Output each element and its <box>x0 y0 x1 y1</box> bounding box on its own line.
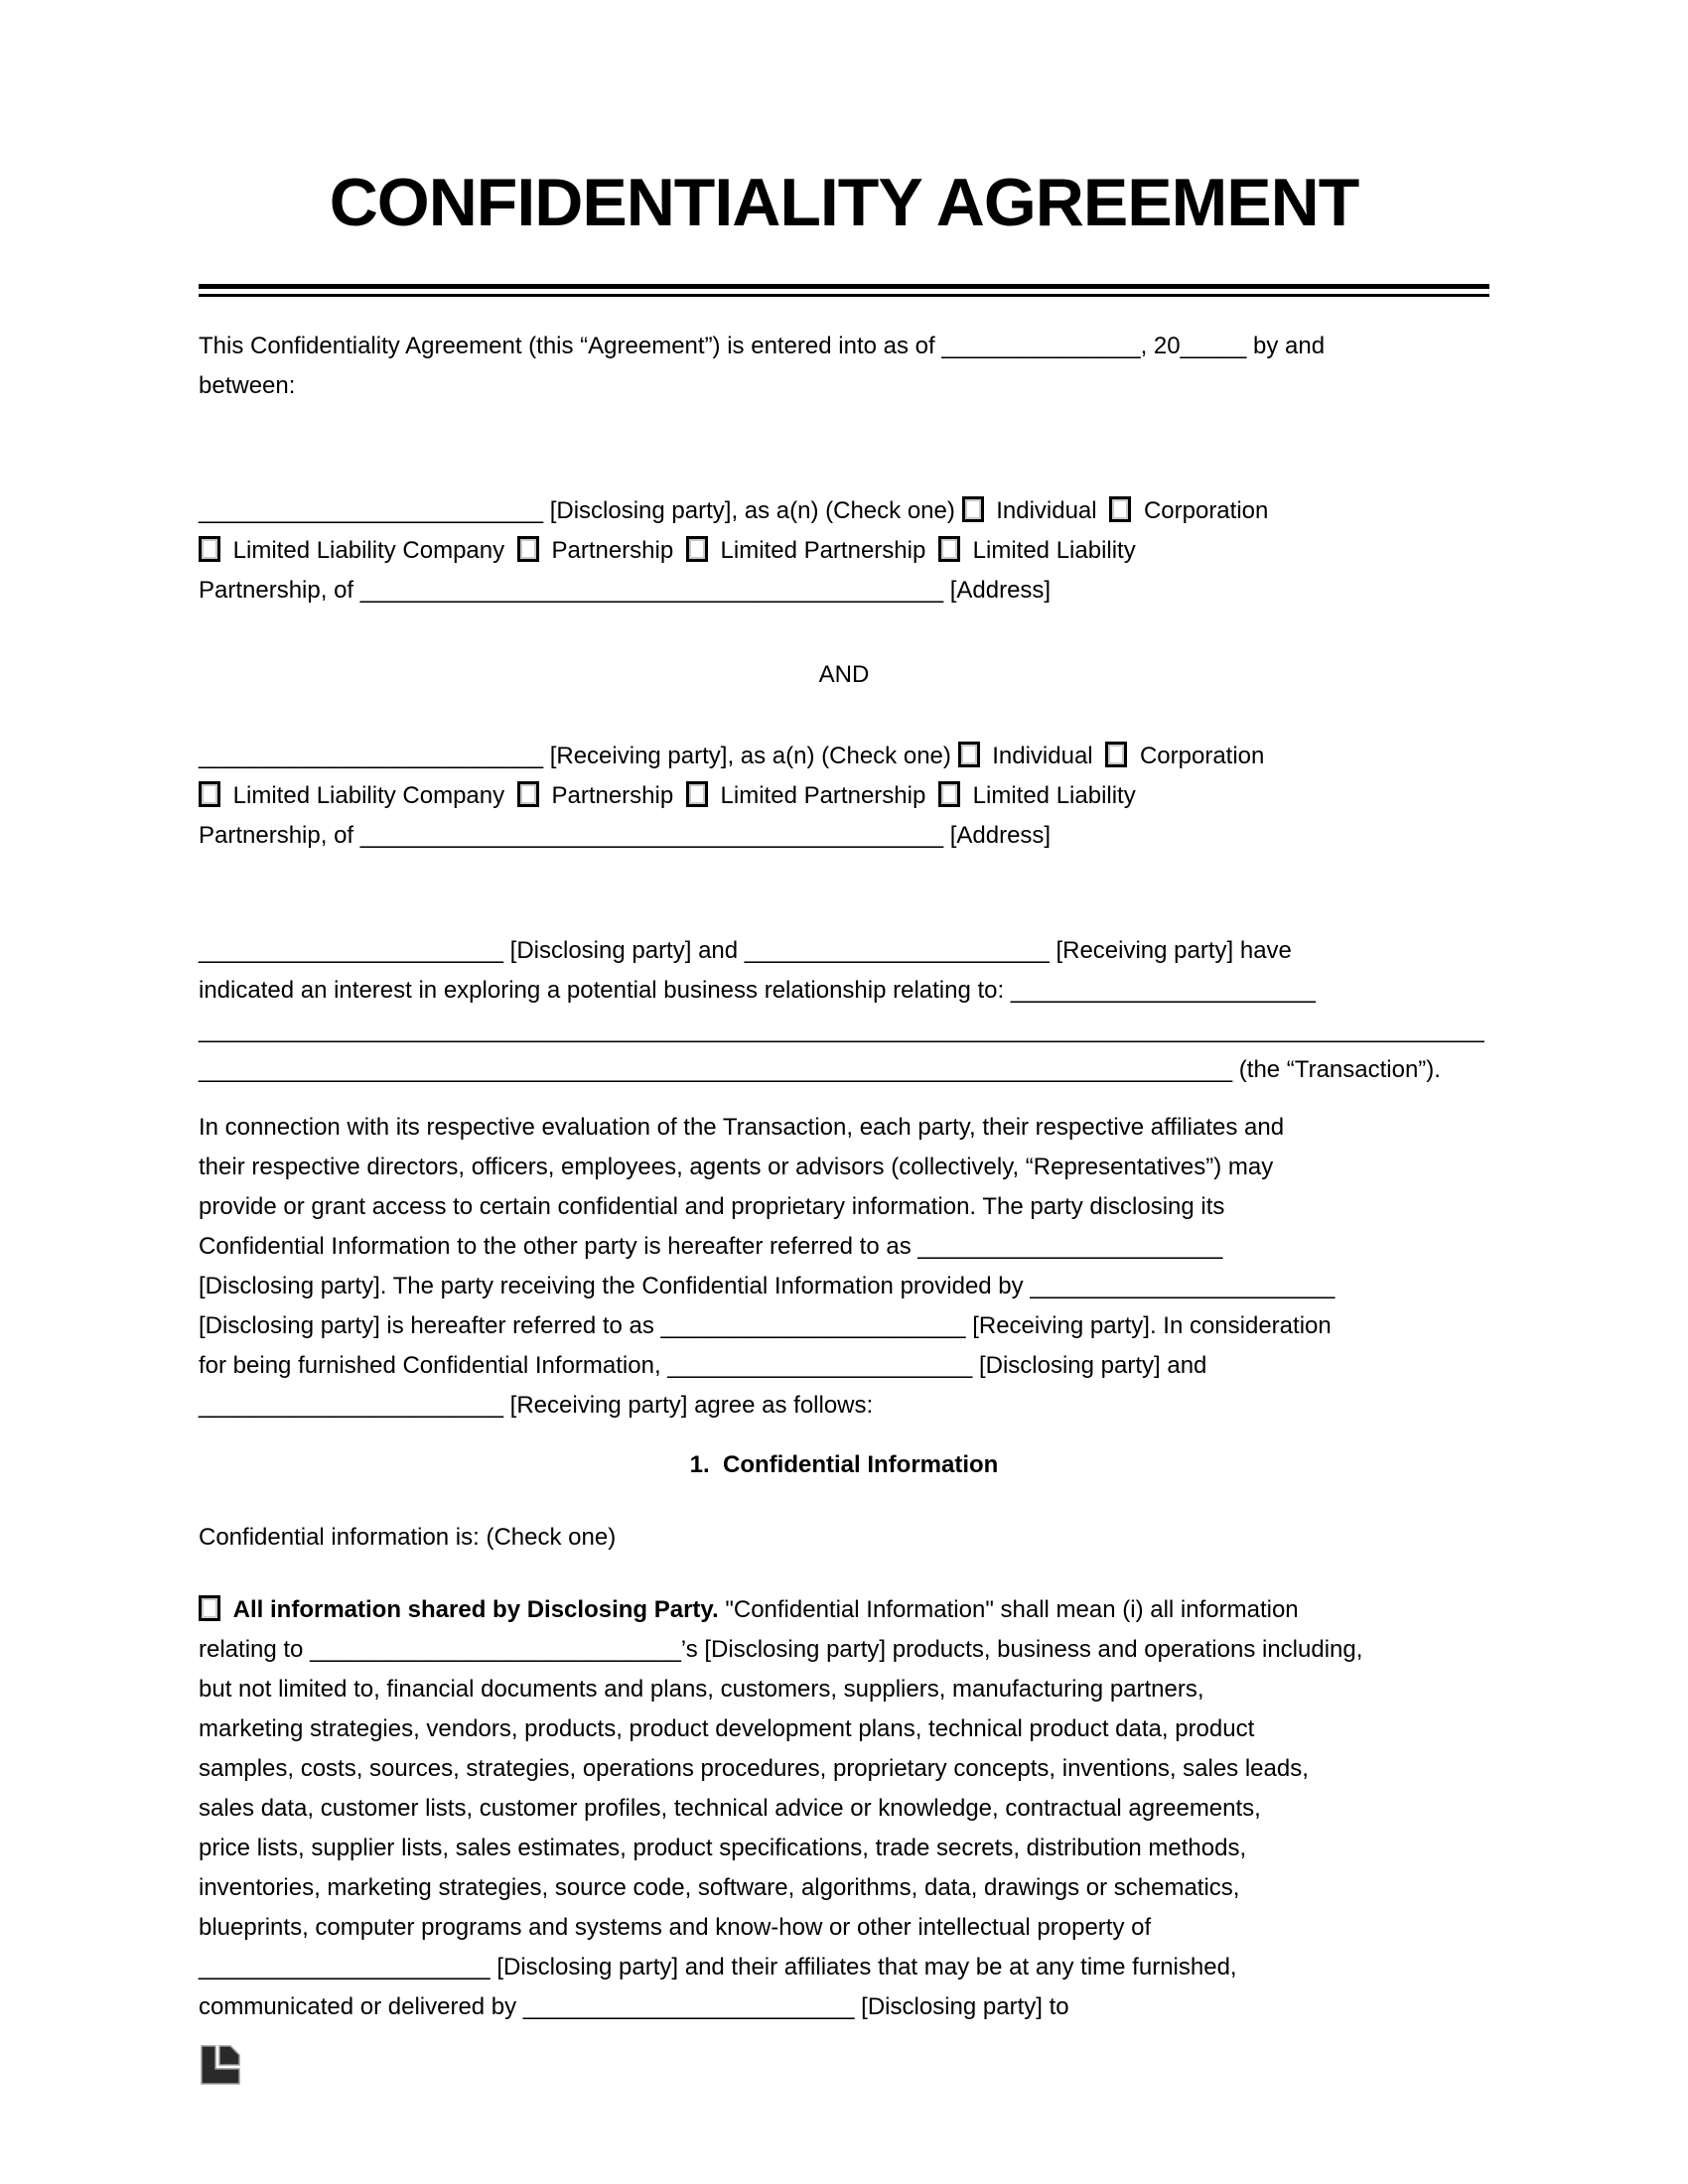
title-rule-bottom <box>199 294 1489 297</box>
text-line: ______________________________________________________________________________ (the “Transaction”). <box>199 1056 1441 1083</box>
text-line: blueprints, computer programs and systems and know-how or other intellectual property of <box>199 1914 1152 1941</box>
checkbox-icon[interactable] <box>686 781 708 807</box>
legal-templates-logo-icon <box>199 2043 242 2087</box>
text-line: marketing strategies, vendors, products, product development plans, technical product data, product <box>199 1715 1255 1742</box>
checkbox-icon[interactable] <box>958 742 980 767</box>
confidential-info-prompt: Confidential information is: (Check one) <box>199 1524 617 1551</box>
section-1-heading: 1. Confidential Information <box>689 1451 999 1478</box>
checkbox-icon[interactable] <box>686 536 708 562</box>
text-line: _________________________________________________________________________________________________ <box>199 1017 1484 1043</box>
evaluation-paragraph <box>199 1108 1489 1426</box>
checkbox-icon[interactable] <box>1105 742 1127 767</box>
checkbox-icon[interactable] <box>517 536 539 562</box>
text-line: their respective directors, officers, employees, agents or advisors (collectively, “Representatives”) may <box>199 1154 1274 1180</box>
document-title: CONFIDENTIALITY AGREEMENT <box>329 165 1359 240</box>
text-line: provide or grant access to certain confidential and proprietary information. The party disclosing its <box>199 1193 1225 1220</box>
title-rule-top <box>199 284 1489 289</box>
checkbox-icon[interactable] <box>938 781 960 807</box>
text-line: for being furnished Confidential Information, _______________________ [Disclosing party] and <box>199 1352 1207 1379</box>
disclosing-party-block <box>199 491 1489 611</box>
text-line: Partnership, of ____________________________________________ [Address] <box>199 577 1052 604</box>
text-line: All information shared by Disclosing Party. "Confidential Information" shall mean (i) all information <box>199 1590 1489 1630</box>
receiving-party-block <box>199 737 1489 856</box>
text-line: between: <box>199 372 296 399</box>
text-line: Partnership, of ____________________________________________ [Address] <box>199 822 1052 849</box>
text-line: [Disclosing party]. The party receiving the Confidential Information provided by _______________________ <box>199 1273 1336 1299</box>
text-line: sales data, customer lists, customer profiles, technical advice or knowledge, contractual agreements, <box>199 1795 1261 1822</box>
checkbox-icon[interactable] <box>1109 496 1131 522</box>
checkbox-icon[interactable] <box>199 781 220 807</box>
text-line: indicated an interest in exploring a potential business relationship relating to: _______________________ <box>199 977 1316 1004</box>
checkbox-icon[interactable] <box>938 536 960 562</box>
text-line: samples, costs, sources, strategies, operations procedures, proprietary concepts, inventions, sales leads, <box>199 1755 1309 1782</box>
text-line: __________________________ [Receiving party], as a(n) (Check one) Individual Corporation <box>199 743 1265 769</box>
text-line: [Disclosing party] is hereafter referred to as _______________________ [Receiving party]. In consideration <box>199 1312 1332 1339</box>
checkbox-icon[interactable] <box>199 1595 220 1621</box>
text-line: inventories, marketing strategies, source code, software, algorithms, data, drawings or schematics, <box>199 1874 1240 1901</box>
text-line: communicated or delivered by _________________________ [Disclosing party] to <box>199 1993 1069 2020</box>
intro-paragraph <box>199 327 1489 406</box>
text-line: relating to ____________________________’s [Disclosing party] products, business and operations including, <box>199 1636 1363 1663</box>
and-separator: AND <box>818 661 870 688</box>
text-line: price lists, supplier lists, sales estimates, product specifications, trade secrets, distribution methods, <box>199 1835 1247 1861</box>
text-line: Limited Liability Company Partnership Limited Partnership Limited Liability <box>199 776 1489 816</box>
text-line: _______________________ [Disclosing party] and _______________________ [Receiving party] have <box>199 937 1292 964</box>
text-line: Limited Liability Company Partnership Limited Partnership Limited Liability <box>199 531 1489 571</box>
checkbox-icon[interactable] <box>517 781 539 807</box>
text-line: This Confidentiality Agreement (this “Agreement”) is entered into as of _______________, 20_____ by and <box>199 333 1326 359</box>
checkbox-icon[interactable] <box>199 536 220 562</box>
relationship-paragraph <box>199 931 1489 1090</box>
text-line: _______________________ [Receiving party] agree as follows: <box>199 1392 874 1419</box>
legal-templates-logo-svg <box>199 2043 242 2087</box>
text-line: ______________________ [Disclosing party] and their affiliates that may be at any time furnished, <box>199 1954 1237 1980</box>
text-line: In connection with its respective evaluation of the Transaction, each party, their respective affiliates and <box>199 1114 1285 1141</box>
text-line: but not limited to, financial documents and plans, customers, suppliers, manufacturing partners, <box>199 1676 1204 1703</box>
text-line: __________________________ [Disclosing party], as a(n) (Check one) Individual Corporation <box>199 497 1269 524</box>
checkbox-icon[interactable] <box>962 496 984 522</box>
option-all-information <box>199 1590 1489 2027</box>
text-line: Confidential Information to the other party is hereafter referred to as _______________________ <box>199 1233 1223 1260</box>
